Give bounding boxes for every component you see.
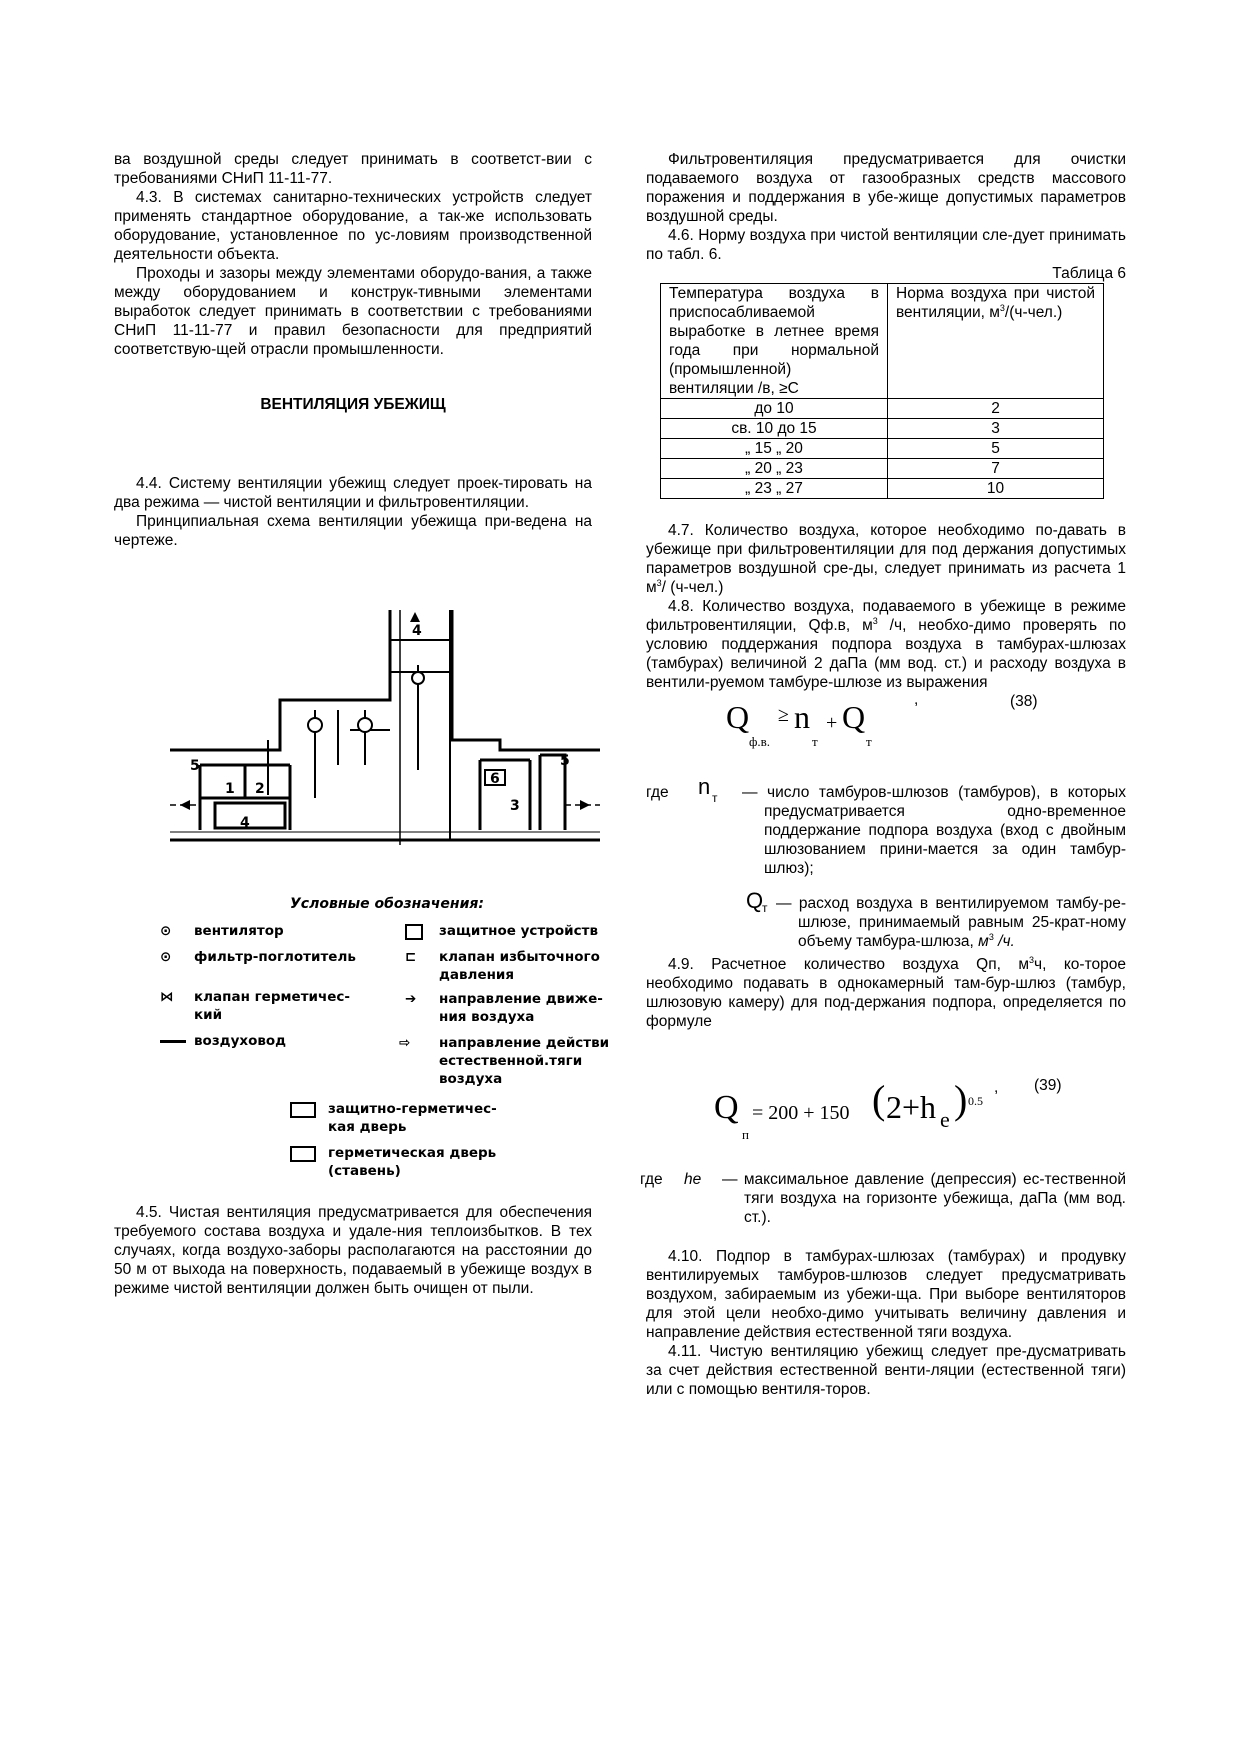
paragraph-filter-vent: Фильтровентиляция предусматривается для очистки подаваемого воздуха от газообразных средств массового поражения и поддержания в убе-жище допустимых параметров воздушной среды. (646, 151, 1126, 225)
fan-icon: ⊙ (160, 923, 172, 939)
protect-device-icon (405, 924, 423, 940)
valve-icon: ⋈ (160, 989, 174, 1005)
right-column (646, 150, 1126, 754)
paragraph-4-5: 4.5. Чистая вентиляция предусматривается для обеспечения требуемого состава воздуха и удале-ния теплоизбытков. В тех случаях, когда воздухо-заборы располагаются на расстоянии до 50 м от выхода на поверхность, подаваемый в убежище воздух в режиме чистой вентиляции должен быть очищен от пыли. (114, 1204, 592, 1297)
fan-icon (358, 718, 372, 732)
legend-duct: воздуховод (194, 1033, 287, 1049)
arrow-icon (580, 800, 590, 810)
table-row: св. 10 до 15 3 (661, 419, 1104, 439)
legend-protective-door-1: защитно-герметичес- (328, 1101, 497, 1117)
legend-title: Условные обозначения: (290, 896, 484, 912)
filter-icon: ⊙ (160, 949, 172, 965)
legend-direction-1: направление движе- (439, 991, 603, 1007)
paragraph-4-10: 4.10. Подпор в тамбурах-шлюзах (тамбурах) и продувку вентилируемых тамбуров-шлюзов следует предусматривать воздухом, забираемым из убежи-ща. При выборе вентиляторов для этой цели необхо-димо учитывать величину давления и направление действия естественной тяги воздуха. (646, 1248, 1126, 1341)
legend-filter: фильтр-поглотитель (194, 949, 356, 965)
table-row: „ 15 „ 20 5 (661, 439, 1104, 459)
paragraph-4-6: 4.6. Норму воздуха при чистой вентиляции сле-дует принимать по табл. 6. (646, 227, 1126, 263)
legend-hermetic-door-1: герметическая дверь (328, 1145, 497, 1161)
table-caption: Таблица 6 (1052, 265, 1126, 282)
legend-draft-1: направление действи (439, 1035, 610, 1051)
protective-door-icon (290, 1102, 316, 1118)
legend-valve-2: кий (194, 1007, 223, 1023)
table-row: „ 23 „ 27 10 (661, 479, 1104, 499)
draft-arrow-icon: ⇨ (399, 1035, 411, 1051)
paragraph-4-8: 4.8. Количество воздуха, подаваемого в убежище в режиме фильтровентиляции, Qф.в, $м^3$ /ч, необхо-димо проверять по условию поддержания подпора воздуха в тамбурах-шлюзах (тамбурах) величиной 2 даПа (мм вод. ст.) и расходу воздуха в вентили-руемом тамбуре-шлюзе из выражения (646, 598, 1126, 691)
section-heading: ВЕНТИЛЯЦИЯ УБЕЖИЩ (260, 396, 446, 413)
direction-arrow-icon: ➔ (405, 991, 417, 1007)
paragraph-4-7: 4.7. Количество воздуха, которое необходимо по-давать в убежище при фильтровентиляции для под держания допустимых параметров воздушной сре-ды, следует принимать из расчета 1 $м^3/$ (ч-чел.) (646, 522, 1126, 596)
paragraph-4-3: 4.3. В системах санитарно-технических устройств следует применять стандартное оборудование, а так-же использовать оборудование, установленное по ус-ловиям производственной деятельности объекта. (114, 189, 592, 263)
filter-icon (412, 672, 424, 684)
legend-protect: защитное устройств (439, 923, 599, 939)
table-6 (660, 283, 1104, 499)
paragraph-passages: Проходы и зазоры между элементами оборудо-вания, а также между оборудованием и конструк-тивными элементами выработок следует принимать в соответствии с требованиями СНиП 11-11-77 и правил безопасности для предприятий соответствую-щей отрасли промышленности. (114, 265, 592, 358)
legend-draft-2: естественной.тяги (439, 1053, 583, 1069)
hermetic-door-icon (290, 1146, 316, 1162)
equation-38: , (38) Q ф.в. ≥ n т + Q т (726, 691, 1038, 749)
left-column (114, 150, 592, 550)
table-header-norm: Норма воздуха при чистой вентиляции, $м^3/(ч-чел.)$ (888, 284, 1104, 399)
overpressure-valve-icon: ⊏ (405, 949, 417, 965)
equation-38-number: (38) (1010, 693, 1038, 710)
legend-protective-door-2: кая дверь (328, 1119, 407, 1135)
paragraph-4-9: 4.9. Расчетное количество воздуха Qп, $м^3ч$, ко-торое необходимо подавать в однокамерный там-бур-шлюз (тамбур, шлюзовую камеру) для под-держания подпора, определяется по формуле (646, 954, 1126, 1030)
legend-overpressure-2: давления (439, 967, 515, 983)
legend-valve-1: клапан герметичес- (194, 989, 351, 1005)
right-mid (646, 955, 1126, 1031)
label-6: 6 (490, 771, 500, 787)
paragraph-4-11: 4.11. Чистую вентиляцию убежищ следует пре-дусматривать за счет действия естественной венти-ляции (естественной тяги) или с помощью вентиля-торов. (646, 1343, 1126, 1398)
label-4-top: 4 (412, 623, 422, 639)
label-5-right: 5 (560, 753, 570, 769)
definition-q: — расход воздуха в вентилируемом тамбу-ре-шлюзе, принимаемый равным 25-крат-ному объему тамбура-шлюза, $м^3$ /ч. (776, 895, 1126, 950)
label-4-bottom: 4 (240, 815, 250, 831)
legend-overpressure-1: клапан избыточного (439, 949, 600, 965)
paragraph-scheme: Принципиальная схема вентиляции убежища при-ведена на чертеже. (114, 513, 592, 549)
equation-39: , (39) Q п = 200 + 150 ( 2+h e ) 0.5 (714, 1077, 1062, 1142)
legend-fan: вентилятор (194, 923, 284, 939)
legend-draft-3: воздуха (439, 1071, 503, 1087)
fan-icon (308, 718, 322, 732)
table-row: до 10 2 (661, 399, 1104, 419)
label-3: 3 (510, 798, 520, 814)
legend-direction-2: ния воздуха (439, 1009, 535, 1025)
definition-n: — число тамбуров-шлюзов (тамбуров), в которых предусматривается одно-временное поддержание подпора воздуха (вход с двойным шлюзованием прини-мается за один тамбур-шлюз); (742, 784, 1126, 877)
shaft-wall-right-outer (452, 610, 600, 750)
paragraph-4-4: 4.4. Систему вентиляции убежищ следует проек-тировать на два режима — чистой вентиляции и фильтровентиляции. (114, 475, 592, 511)
table-header-temp: Температура воздуха в приспосабливаемой выработке в летнее время года при нормальной (промышленной) вентиляции /в, ≥С (661, 284, 888, 399)
definition-he: — максимальное давление (депрессия) ес-тественной тяги воздуха на горизонте убежища, даПа (мм вод. ст.). (722, 1171, 1126, 1226)
label-1: 1 (225, 781, 235, 797)
label-5-left: 5 (190, 758, 200, 774)
equation-39-number: (39) (1034, 1077, 1062, 1094)
paragraph-continuation: ва воздушной среды следует принимать в соответст-вии с требованиями СНиП 11-11-77. (114, 151, 592, 187)
arrow-icon (410, 612, 420, 622)
ventilation-scheme-drawing (160, 600, 610, 860)
left-bottom (114, 1203, 592, 1298)
table-row: „ 20 „ 23 7 (661, 459, 1104, 479)
label-2: 2 (255, 781, 265, 797)
duct-icon (160, 1040, 186, 1043)
right-bottom (646, 1247, 1126, 1399)
legend-hermetic-door-2: (ставень) (328, 1163, 401, 1179)
arrow-icon (180, 800, 190, 810)
